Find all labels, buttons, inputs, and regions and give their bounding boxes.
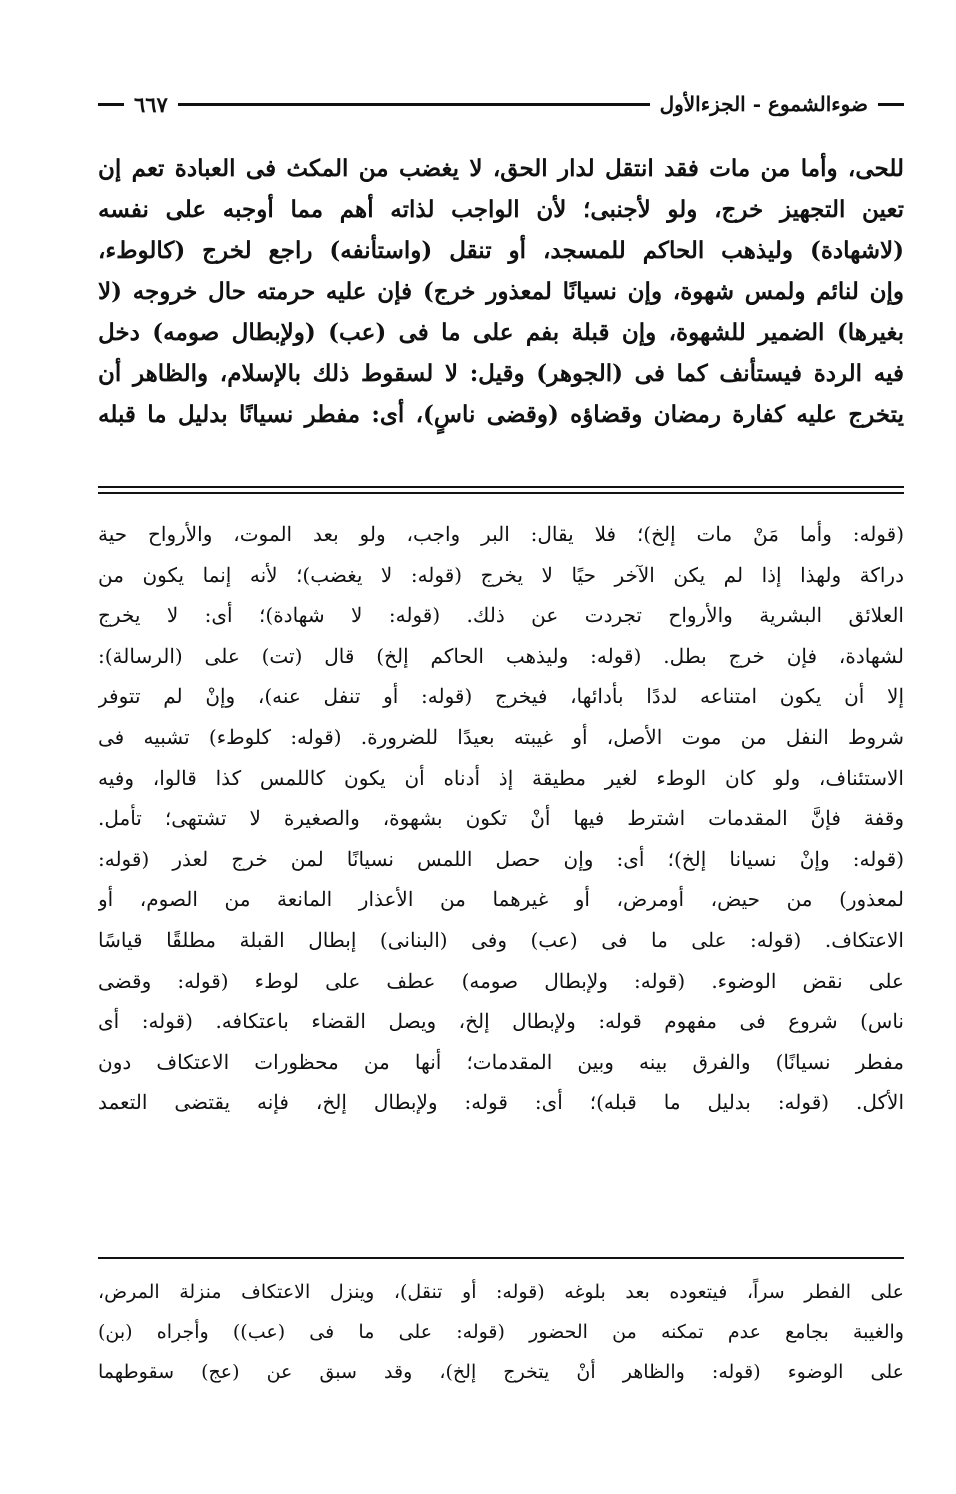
- main-line: للحى، وأما من مات فقد انتقل لدار الحق، لا يغضب من المكث فى العبادة تعم إن: [98, 155, 904, 182]
- double-divider: [98, 486, 904, 494]
- commentary-line: الأكل. (قوله: بدليل ما قبله)؛ أى: قوله: ولإبطال إلخ، فإنه يقتضى التعمد: [98, 1090, 904, 1115]
- commentary-line: وقفة فإنَّ المقدمات اشترط فيها أنْ تكون بشهوة، والصغيرة لا تشتهى؛ تأمل.: [98, 806, 904, 831]
- main-line: بغيرها) الضمير للشهوة، وإن قبلة بفم على ما فى (عب) (ولإبطال صومه) دخل: [98, 319, 904, 346]
- commentary-line: مفطر نسيانًا) والفرق بينه وبين المقدمات؛ أنها من محظورات الاعتكاف دون: [98, 1049, 904, 1074]
- main-text: [98, 148, 904, 478]
- header-dash-left: [98, 103, 124, 106]
- commentary-line: إلا أن يكون امتناعه لددًا بأدائها، فيخرج (قوله: أو تنفل عنه)، وإنْ لم تتوفر: [98, 684, 904, 709]
- header-dash-right: [878, 103, 904, 106]
- header-rule: [178, 103, 650, 106]
- main-line: فيه الردة فيستأنف كما فى (الجوهر) وقيل: لا لسقوط ذلك بالإسلام، والظاهر أن: [98, 360, 904, 387]
- footnote-line: على الفطر سراً، فيتعوده بعد بلوغه (قوله: أو تنقل)، وينزل الاعتكاف منزلة المرض،: [98, 1281, 904, 1303]
- running-header: [98, 86, 904, 122]
- commentary-line: دراكة ولهذا إذا لم يكن الآخر حيًا لا يخرج (قوله: لا يغضب)؛ لأنه إنما يكون من: [98, 562, 904, 587]
- footnote-line: والغيبة بجامع عدم تمكنه من الحضور (قوله: على ما فى (عب)) وأجراه (بن): [98, 1321, 904, 1343]
- commentary-line: لمعذور) من حيض، أومرض، أو غيرهما من الأعذار المانعة من الصوم، أو: [98, 887, 904, 912]
- commentary-line: شروط النفل من موت الأصل، أو غيبته بعيدًا للضرورة. (قوله: كلوطء) تشبيه فى: [98, 724, 904, 749]
- commentary-line: ناس) شروع فى مفهوم قوله: ولإبطال إلخ، ويصل القضاء باعتكافه. (قوله: أى: [98, 1009, 904, 1034]
- commentary-line: الاستئناف، ولو كان الوطء لغير مطيقة إذ أدناه أن يكون كاللمس كذا قالوا، وفيه: [98, 765, 904, 790]
- main-line: يتخرج عليه كفارة رمضان وقضاؤه (وقضى ناسٍ)، أى: مفطر نسيانًا بدليل ما قبله: [98, 401, 904, 428]
- commentary-line: لشهادة، فإن خرج بطل. (قوله: وليذهب الحاكم إلخ) قال (تت) على (الرسالة):: [98, 643, 904, 668]
- commentary-line: الاعتكاف. (قوله: على ما فى (عب) وفى (البنانى) إبطال القبلة مطلقًا قياسًا: [98, 927, 904, 952]
- commentary-line: العلائق البشرية والأرواح تجردت عن ذلك. (قوله: لا شهادة)؛ أى: لا يخرج: [98, 603, 904, 628]
- main-line: (لاشهادة) وليذهب الحاكم للمسجد، أو تنقل (واستأنفه) راجع لخرج (كالوطء،: [98, 237, 904, 264]
- footnote-line: على الوضوء (قوله: والظاهر أنْ يتخرج إلخ)، وقد سبق عن (عج) سقوطهما: [98, 1361, 904, 1383]
- commentary-line: (قوله: وأما مَنْ مات إلخ)؛ فلا يقال: البر واجب، ولو بعد الموت، والأرواح حية: [98, 522, 904, 546]
- footnote-divider: [98, 1257, 904, 1259]
- page-number: ٦٦٧: [134, 91, 168, 117]
- commentary-text: [98, 514, 904, 1254]
- main-line: تعين التجهيز خرج، ولو لأجنبى؛ لأن الواجب لذاته أهم مما أوجبه على نفسه: [98, 196, 904, 223]
- commentary-line: على نقض الوضوء. (قوله: ولإبطال صومه) عطف على لوطء (قوله: وقضى: [98, 968, 904, 993]
- commentary-line: (قوله: وإنْ نسيانا إلخ)؛ أى: وإن حصل اللمس نسيانًا لمن خرج لعذر (قوله:: [98, 846, 904, 871]
- book-title: ضوءالشموع - الجزءالأول: [659, 92, 868, 116]
- main-line: وإن لنائم ولمس شهوة، وإن نسيانًا لمعذور خرج) فإن عليه حرمته حال خروجه (لا: [98, 278, 904, 305]
- footnote-text: [98, 1272, 904, 1402]
